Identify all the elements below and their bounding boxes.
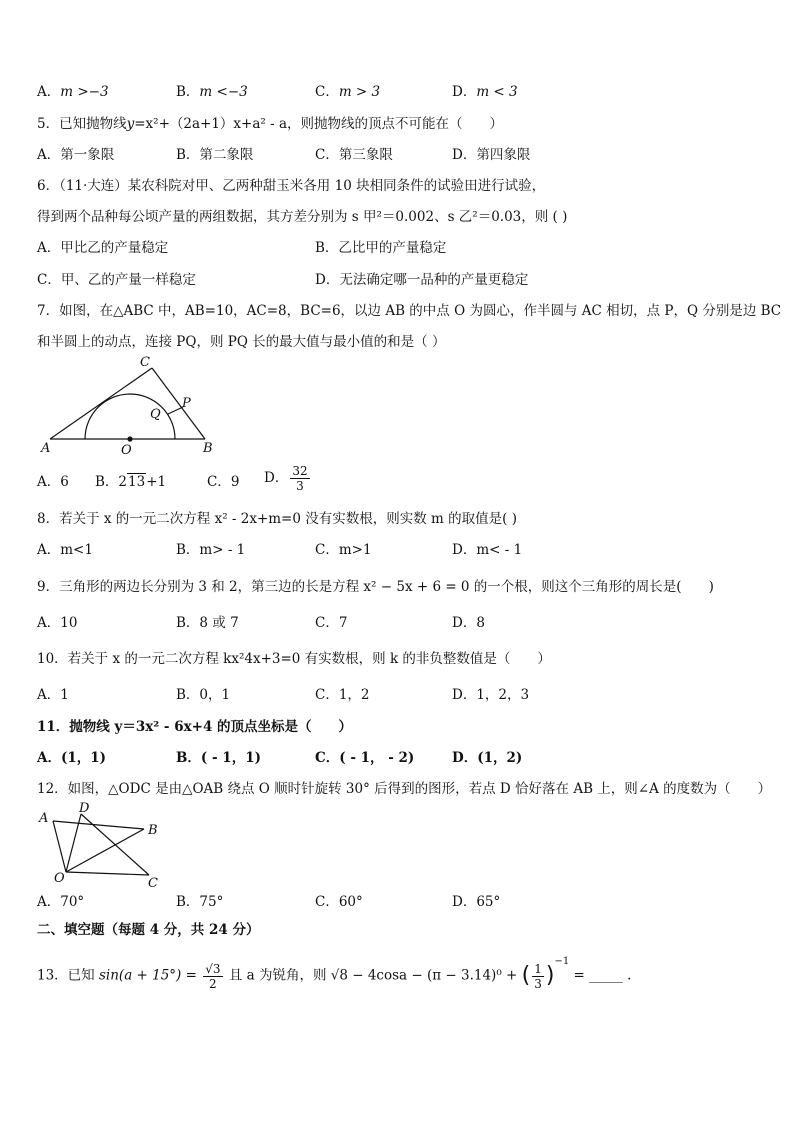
label-c: C [140,355,150,370]
segment-ac [50,368,152,439]
q6-option-c: C．甲、乙的产量一样稳定 [37,272,196,288]
label-o: O [121,443,132,458]
q8-option-b: B．m> - 1 [176,542,246,558]
q12-option-c: C．60° [315,894,363,910]
label-o: O [54,871,65,886]
q9-option-b: B．8 或 7 [176,615,239,631]
segment-bc [152,368,205,439]
q6-option-d: D．无法确定哪一品种的产量更稳定 [315,272,529,288]
q4-option-a: A．m >−3 [37,84,109,100]
q8-option-a: A．m<1 [37,542,93,558]
semicircle [85,394,175,439]
label-a: A [41,441,51,456]
q9-option-c: C．7 [315,615,348,631]
label-c: C [148,876,158,890]
label-b: B [203,441,213,456]
q4-option-d: D．m < 3 [452,84,518,100]
section-heading: 二、填空题（每题 4 分，共 24 分） [37,922,260,938]
label-p: P [182,396,191,411]
q6-stem-line2: 得到两个品种每公顷产量的两组数据，其方差分别为 s 甲²＝0.002、s 乙²＝0.03，则 ( ) [37,209,568,225]
label-a: A [39,811,49,826]
q4-option-b: B．m <−3 [176,84,248,100]
segment-pq [168,407,183,414]
q11-option-b: B．( - 1，1) [176,750,261,766]
center-point-o [127,436,132,441]
label-d: D [79,801,90,816]
q12-option-a: A．70° [37,894,85,910]
q10-option-d: D．1，2，3 [452,687,530,703]
q6-stem-line1: 6．（11·大连）某农科院对甲、乙两种甜玉米各用 10 块相同条件的试验田进行试验， [37,178,546,194]
q6-option-a: A．甲比乙的产量稳定 [37,240,169,256]
q5-option-c: C．第三象限 [315,147,393,163]
q11-option-a: A．(1，1) [37,750,107,766]
label-q: Q [150,407,161,422]
q9-stem: 9．三角形的两边长分别为 3 和 2，第三边的长是方程 x² − 5x + 6 = 0 的一个根，则这个三角形的周长是( ) [37,579,714,595]
q10-option-a: A．1 [37,687,69,703]
q13-stem: 13．已知 sin(a + 15°) = $\frac{√3}{2}$ 且 a 为锐角，则 √8 − 4cosa − (π − 3.14)⁰ + ( $\frac{1}{3}$ )$^{-1}$ = _____ . [37,956,632,991]
q7-stem-line2: 和半圆上的动点，连接 PQ，则 PQ 长的最大值与最小值的和是（ ） [37,334,446,350]
q7-stem-line1: 7．如图，在△ABC 中，AB=10，AC=8，BC=6，以边 AB 的中点 O 为圆心，作半圆与 AC 相切，点 P，Q 分别是边 BC [37,303,782,319]
q12-option-d: D．65° [452,894,501,910]
q7-option-d: D． $\frac{32}{3}$ [264,464,308,493]
segment-oa [53,821,66,872]
q5-option-d: D．第四象限 [452,147,531,163]
q11-option-c: C．( - 1， - 2) [315,750,415,766]
q12-rotation-figure [37,800,172,890]
q7-option-c: C．9 [207,474,240,490]
label-b: B [148,823,158,838]
q11-option-d: D．(1，2) [452,750,523,766]
q8-stem: 8．若关于 x 的一元二次方程 x² - 2x+m=0 没有实数根，则实数 m 的取值是( ) [37,511,517,527]
segment-dc [81,814,149,875]
q9-option-a: A．10 [37,615,78,631]
q12-stem: 12．如图，△ODC 是由△OAB 绕点 O 顺时针旋转 30° 后得到的图形，若点 D 恰好落在 AB 上，则∠A 的度数为（ ） [37,781,772,797]
q10-option-b: B．0，1 [176,687,231,703]
q7-option-b: B．213+1 [95,474,167,490]
q12-option-b: B．75° [176,894,224,910]
segment-ab [53,821,144,829]
q10-option-c: C．1，2 [315,687,370,703]
q7-option-a: A．6 [37,474,69,490]
q7-triangle-figure [37,352,227,460]
q5-option-b: B．第二象限 [176,147,254,163]
segment-oc [66,872,149,875]
q5-stem: 5．已知抛物线y=x²+（2a+1）x+a² - a，则抛物线的顶点不可能在（ ） [37,116,503,132]
q10-stem: 10．若关于 x 的一元二次方程 kx²4x+3=0 有实数根，则 k 的非负整数值是（ ） [37,651,551,667]
q5-option-a: A．第一象限 [37,147,115,163]
q6-option-b: B．乙比甲的产量稳定 [315,240,447,256]
q9-option-d: D．8 [452,615,485,631]
q11-stem: 11．抛物线 y＝3x² - 6x+4 的顶点坐标是（ ） [37,719,353,735]
q8-option-d: D．m< - 1 [452,542,523,558]
q8-option-c: C．m>1 [315,542,372,558]
q4-option-c: C．m > 3 [315,84,381,100]
